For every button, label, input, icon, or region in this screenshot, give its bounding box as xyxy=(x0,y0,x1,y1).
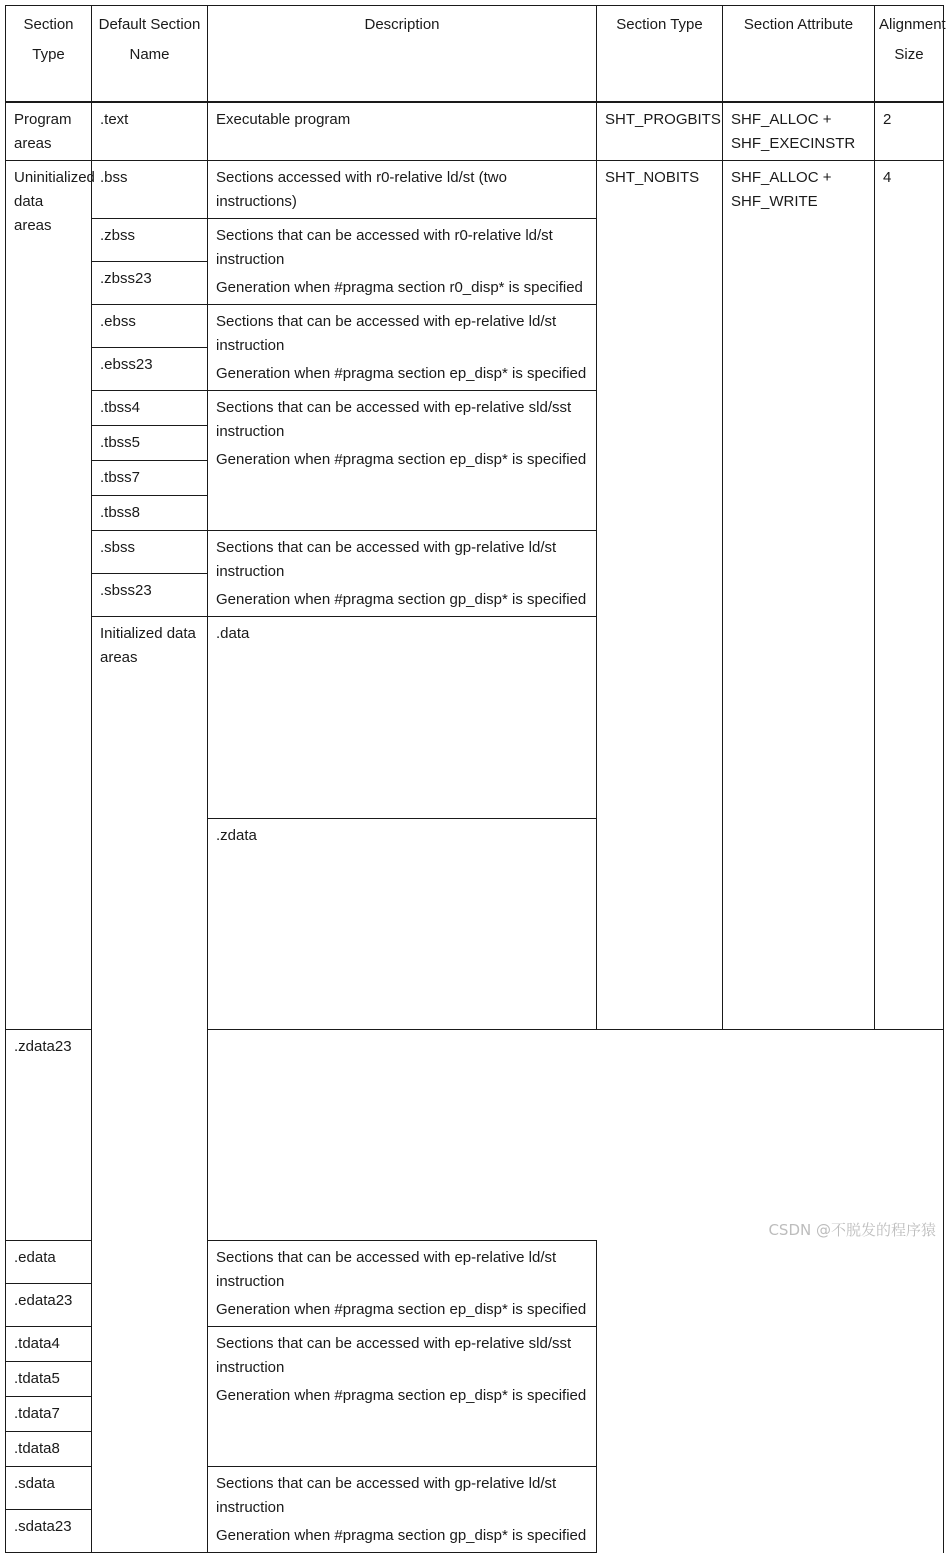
section-name: .tbss4 xyxy=(92,390,208,425)
description-text: Sections that can be accessed with ep-relative sld/sst instruction xyxy=(216,1334,572,1376)
generation-note: Generation when #pragma section ep_disp* is specified xyxy=(216,450,587,468)
section-name: .ebss23 xyxy=(92,347,208,390)
section-description xyxy=(208,218,597,304)
description-text: Sections that can be accessed with gp-relative ld/st instruction xyxy=(216,1474,557,1516)
section-name: .zbss23 xyxy=(92,261,208,304)
description-text: Sections that can be accessed with gp-relative ld/st instruction xyxy=(216,538,557,580)
generation-note: Generation when #pragma section ep_disp* is specified xyxy=(216,1300,587,1318)
alignment-size-value: 4 xyxy=(875,160,944,1029)
section-name: .zdata23 xyxy=(6,1029,92,1240)
section-name: .tdata5 xyxy=(6,1361,92,1396)
section-name: .data xyxy=(208,616,597,818)
section-name: .zbss xyxy=(92,218,208,261)
header-section-attribute: Section Attribute xyxy=(723,6,875,102)
section-attribute-value: SHF_ALLOC + SHF_EXECINSTR xyxy=(723,102,875,161)
section-description xyxy=(208,102,597,161)
area-type-uninit: Uninitialized data areas xyxy=(6,160,92,1029)
section-name: .tdata8 xyxy=(6,1431,92,1466)
section-name: .ebss xyxy=(92,304,208,347)
section-name: .sbss xyxy=(92,530,208,573)
section-name: .text xyxy=(92,102,208,161)
header-default-section-name: Default Section Name xyxy=(92,6,208,102)
description-text: Sections that can be accessed with ep-relative ld/st instruction xyxy=(216,1248,557,1290)
section-name: .edata xyxy=(6,1240,92,1283)
description-text: Sections accessed with r0-relative ld/st (two instructions) xyxy=(216,168,507,210)
section-name: .tdata4 xyxy=(6,1326,92,1361)
section-table xyxy=(5,5,944,1553)
section-description xyxy=(208,160,597,218)
section-name: .bss xyxy=(92,160,208,218)
header-section-type-col: Section Type xyxy=(597,6,723,102)
section-name: .edata23 xyxy=(6,1283,92,1326)
section-description xyxy=(208,1466,597,1552)
table-row xyxy=(6,102,944,161)
header-alignment-size: Alignment Size xyxy=(875,6,944,102)
section-name: .tbss5 xyxy=(92,425,208,460)
generation-note: Generation when #pragma section ep_disp* is specified xyxy=(216,1386,587,1404)
section-name: .sdata xyxy=(6,1466,92,1509)
alignment-size-value: 2 xyxy=(875,102,944,161)
header-description: Description xyxy=(208,6,597,102)
section-description xyxy=(208,390,597,530)
section-name: .tbss8 xyxy=(92,495,208,530)
section-description xyxy=(208,1240,597,1326)
section-description xyxy=(208,1326,597,1466)
watermark: CSDN @不脱发的程序猿 xyxy=(768,1221,936,1239)
section-name: .tdata7 xyxy=(6,1396,92,1431)
header-row xyxy=(6,6,944,102)
header-section-type: Section Type xyxy=(6,6,92,102)
generation-note: Generation when #pragma section gp_disp* is specified xyxy=(216,1526,587,1544)
table-row xyxy=(6,160,944,218)
area-type-init: Initialized data areas xyxy=(92,616,208,1552)
description-text: Sections that can be accessed with ep-relative ld/st instruction xyxy=(216,312,557,354)
section-type-value: SHT_NOBITS xyxy=(597,160,723,1029)
generation-note: Generation when #pragma section gp_disp* is specified xyxy=(216,590,587,608)
generation-note: Generation when #pragma section ep_disp* is specified xyxy=(216,364,587,382)
section-attribute-value: SHF_ALLOC + SHF_WRITE xyxy=(723,160,875,1029)
description-text: Sections that can be accessed with ep-relative sld/sst instruction xyxy=(216,398,572,440)
section-description xyxy=(208,530,597,616)
section-name: .zdata xyxy=(208,818,597,1029)
section-name: .sdata23 xyxy=(6,1509,92,1552)
description-text: Sections that can be accessed with r0-relative ld/st instruction xyxy=(216,226,553,268)
section-name: .tbss7 xyxy=(92,460,208,495)
generation-note: Generation when #pragma section r0_disp* is specified xyxy=(216,278,583,296)
section-type-value: SHT_PROGBITS xyxy=(597,102,723,161)
section-description xyxy=(208,304,597,390)
section-name: .sbss23 xyxy=(92,573,208,616)
area-type-program: Program areas xyxy=(6,102,92,161)
description-text: Executable program xyxy=(216,110,351,128)
